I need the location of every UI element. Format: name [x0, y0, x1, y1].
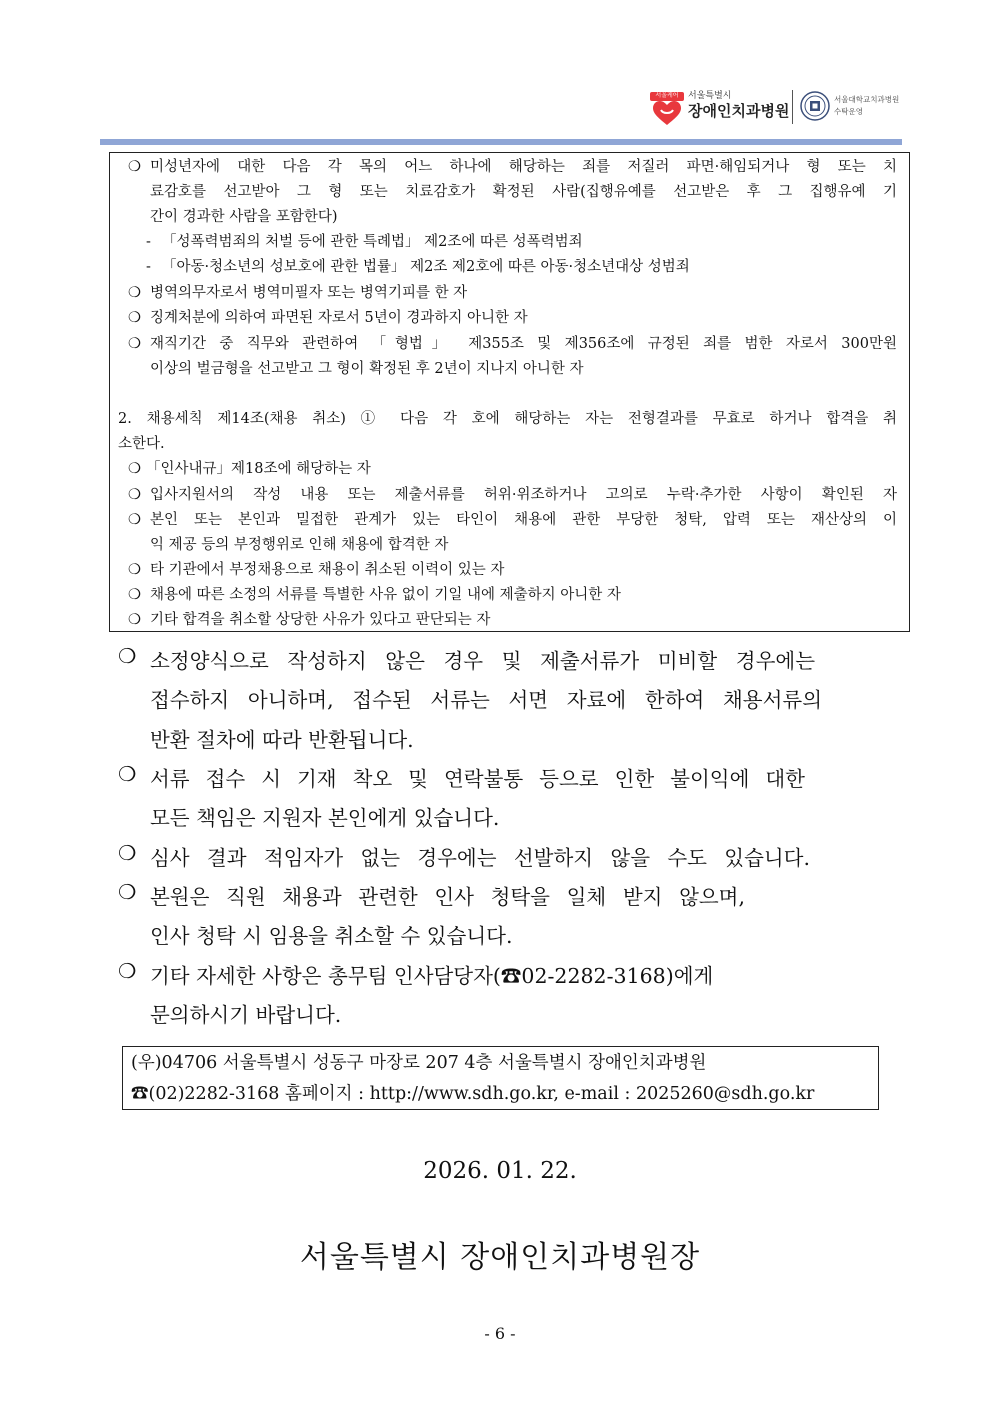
notice-item	[118, 959, 838, 989]
list-item-text: 간이 경과한 사람을 포함한다)	[150, 209, 338, 225]
notice-text: 문의하시기 바랍니다.	[150, 1003, 342, 1027]
list-item-text: 익 제공 등의 부정행위로 인해 채용에 합격한 자	[150, 537, 449, 553]
list-item-text: 병역의무자로서 병역미필자 또는 병역기피를 한 자	[150, 285, 468, 301]
snu-emblem-icon	[800, 91, 830, 121]
notice-text: 서류 접수 시 기재 착오 및 연락불통 등으로 인한 불이익에 대한	[150, 767, 805, 791]
list-item-text: 타 기관에서 부정채용으로 채용이 취소된 이력이 있는 자	[150, 562, 505, 578]
list-item-text: 이상의 벌금형을 선고받고 그 형이 확정된 후 2년이 지나지 아니한 자	[150, 361, 584, 377]
circle-bullet-icon: ❍	[128, 562, 141, 578]
notice-text: 접수하지 아니하며, 접수된 서류는 서면 자료에 한하여 채용서류의	[150, 688, 822, 712]
notice-item	[118, 644, 838, 674]
list-item-text: 기타 합격을 취소할 상당한 사유가 있다고 판단되는 자	[150, 612, 491, 628]
address-box	[122, 1046, 879, 1110]
notice-text: 심사 결과 적임자가 없는 경우에는 선발하지 않을 수도 있습니다.	[150, 846, 810, 870]
circle-bullet-icon: ❍	[128, 310, 141, 326]
header-rule	[100, 139, 902, 145]
postal-address: (우)04706 서울특별시 성동구 마장로 207 4층 서울특별시 장애인치과병원	[131, 1053, 707, 1073]
list-item-text: 입사지원서의 작성 내용 또는 제출서류를 허위·위조하거나 고의로 누락·추가한 사항이 확인된 자	[150, 487, 897, 503]
disqualification-box	[109, 152, 910, 632]
list-item-text: 본인 또는 본인과 밀접한 관계가 있는 타인이 채용에 관한 부당한 청탁, 압력 또는 재산상의 이	[150, 512, 897, 528]
seoul-care-label: 서울케어	[650, 92, 684, 101]
dash-bullet: -	[146, 259, 151, 275]
list-item-text: 미성년자에 대한 다음 각 목의 어느 하나에 해당하는 죄를 저질러 파면·해임되거나 형 또는 치	[150, 159, 897, 175]
notice-item	[118, 841, 838, 871]
logo-hospital-name: 장애인치과병원	[688, 103, 790, 120]
circle-bullet-icon: ❍	[118, 762, 137, 786]
section-heading-text: 소한다.	[118, 436, 165, 452]
notice-text: 소정양식으로 작성하지 않은 경우 및 제출서류가 미비할 경우에는	[150, 649, 815, 673]
circle-bullet-icon: ❍	[128, 159, 141, 175]
partner-line-2: 수탁운영	[834, 107, 863, 116]
document-date: 2026. 01. 22.	[423, 1158, 577, 1184]
sub-item-text: 「성폭력범죄의 처벌 등에 관한 특례법」 제2조에 따른 성폭력범죄	[162, 234, 583, 250]
contact-info: ☎(02)2282-3168 홈페이지 : http://www.sdh.go.kr, e-mail : 2025260@sdh.go.kr	[131, 1084, 815, 1104]
circle-bullet-icon: ❍	[128, 512, 141, 528]
circle-bullet-icon: ❍	[128, 461, 141, 477]
circle-bullet-icon: ❍	[128, 336, 141, 352]
notice-text: 인사 청탁 시 임용을 취소할 수 있습니다.	[150, 924, 513, 948]
logo-divider	[792, 90, 793, 124]
notice-text: 모든 책임은 지원자 본인에게 있습니다.	[150, 806, 500, 830]
page-number: - 6 -	[484, 1324, 516, 1343]
list-item-text: 「인사내규」제18조에 해당하는 자	[146, 461, 371, 477]
issuer-signature: 서울특별시 장애인치과병원장	[299, 1240, 701, 1275]
circle-bullet-icon: ❍	[128, 285, 141, 301]
dash-bullet: -	[146, 234, 151, 250]
heart-icon	[653, 101, 681, 126]
notice-text: 본원은 직원 채용과 관련한 인사 청탁을 일체 받지 않으며,	[150, 885, 745, 909]
circle-bullet-icon: ❍	[128, 587, 141, 603]
circle-bullet-icon: ❍	[128, 612, 141, 628]
circle-bullet-icon: ❍	[118, 841, 137, 865]
notice-item	[118, 762, 838, 792]
circle-bullet-icon: ❍	[118, 644, 137, 668]
section-heading-text: 2. 채용세칙 제14조(채용 취소) ① 다음 각 호에 해당하는 자는 전형결과를 무효로 하거나 합격을 취	[118, 411, 897, 427]
partner-line-1: 서울대학교치과병원	[834, 95, 900, 104]
notice-text: 반환 절차에 따라 반환됩니다.	[150, 728, 414, 752]
header-logo	[650, 88, 910, 128]
list-item-text: 료감호를 선고받아 그 형 또는 치료감호가 확정된 사람(집행유예를 선고받은 후 그 집행유예 기	[150, 184, 897, 200]
notice-text: 기타 자세한 사항은 총무팀 인사담당자(☎02-2282-3168)에게	[150, 964, 714, 988]
sub-item-text: 「아동·청소년의 성보호에 관한 법률」 제2조 제2호에 따른 아동·청소년대상 성범죄	[162, 259, 690, 275]
list-item-text: 징계처분에 의하여 파면된 자로서 5년이 경과하지 아니한 자	[150, 310, 528, 326]
partner-text	[834, 94, 899, 118]
seoul-care-badge	[650, 92, 684, 126]
list-item-text: 재직기간 중 직무와 관련하여 「형법」 제355조 및 제356조에 규정된 죄를 범한 자로서 300만원	[150, 336, 897, 352]
logo-city-text: 서울특별시	[688, 90, 732, 100]
circle-bullet-icon: ❍	[128, 487, 141, 503]
list-item-text: 채용에 따른 소정의 서류를 특별한 사유 없이 기일 내에 제출하지 아니한 자	[150, 587, 621, 603]
circle-bullet-icon: ❍	[118, 959, 137, 983]
notice-item	[118, 880, 838, 910]
circle-bullet-icon: ❍	[118, 880, 137, 904]
